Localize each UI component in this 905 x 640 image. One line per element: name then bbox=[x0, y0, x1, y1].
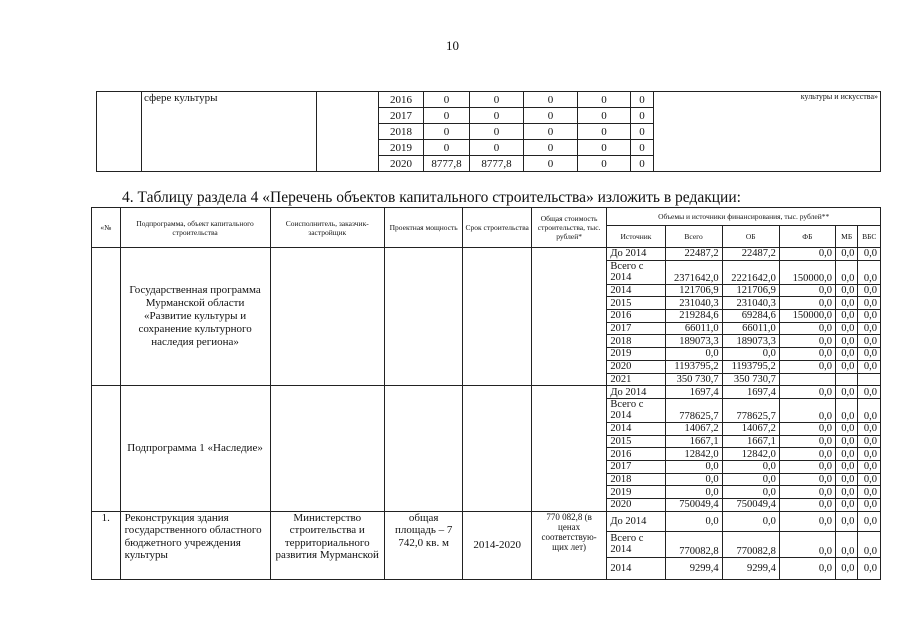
source-cell: 2017 bbox=[607, 460, 665, 473]
mb-cell: 0,0 bbox=[835, 557, 857, 579]
value-cell: 0 bbox=[470, 140, 524, 156]
value-cell: 0 bbox=[470, 124, 524, 140]
term-cell bbox=[463, 248, 531, 386]
source-cell: Всего с 2014 bbox=[607, 260, 665, 284]
value-cell: 0 bbox=[631, 92, 654, 108]
source-cell: Всего с 2014 bbox=[607, 398, 665, 422]
value-cell: 0 bbox=[424, 108, 470, 124]
vbs-cell: 0,0 bbox=[858, 511, 881, 531]
source-cell: Всего с 2014 bbox=[607, 531, 665, 557]
total-cell: 0,0 bbox=[665, 348, 722, 361]
total-cell: 189073,3 bbox=[665, 335, 722, 348]
fb-cell: 0,0 bbox=[779, 531, 835, 557]
value-cell: 8777,8 bbox=[470, 156, 524, 172]
value-cell: 0 bbox=[524, 92, 578, 108]
source-cell: 2017 bbox=[607, 322, 665, 335]
source-cell: 2019 bbox=[607, 486, 665, 499]
ob-cell: 0,0 bbox=[722, 511, 779, 531]
value-cell: 0 bbox=[424, 140, 470, 156]
ob-cell: 231040,3 bbox=[722, 297, 779, 310]
value-cell: 0 bbox=[631, 124, 654, 140]
year-cell: 2018 bbox=[379, 124, 424, 140]
year-cell: 2017 bbox=[379, 108, 424, 124]
fb-cell: 0,0 bbox=[779, 284, 835, 297]
total-cell: 12842,0 bbox=[665, 448, 722, 461]
fb-cell: 150000,0 bbox=[779, 310, 835, 323]
total-cell: 14067,2 bbox=[665, 422, 722, 435]
vbs-cell: 0,0 bbox=[858, 260, 881, 284]
source-cell: 2015 bbox=[607, 297, 665, 310]
fb-cell: 0,0 bbox=[779, 511, 835, 531]
value-cell: 8777,8 bbox=[424, 156, 470, 172]
total-cell: 770082,8 bbox=[665, 531, 722, 557]
mb-cell: 0,0 bbox=[835, 297, 857, 310]
vbs-cell: 0,0 bbox=[858, 335, 881, 348]
vbs-cell: 0,0 bbox=[858, 284, 881, 297]
source-cell: 2019 bbox=[607, 348, 665, 361]
header-capacity: Проектная мощность bbox=[384, 208, 463, 248]
total-cell: 66011,0 bbox=[665, 322, 722, 335]
source-cell: До 2014 bbox=[607, 386, 665, 399]
term-cell bbox=[463, 386, 531, 512]
source-cell: 2014 bbox=[607, 284, 665, 297]
fb-cell: 0,0 bbox=[779, 335, 835, 348]
cost-cell bbox=[531, 248, 607, 386]
vbs-cell: 0,0 bbox=[858, 460, 881, 473]
total-cell: 2371642,0 bbox=[665, 260, 722, 284]
vbs-cell: 0,0 bbox=[858, 531, 881, 557]
table-row bbox=[92, 248, 881, 261]
fb-cell: 0,0 bbox=[779, 448, 835, 461]
vbs-cell: 0,0 bbox=[858, 486, 881, 499]
source-cell: До 2014 bbox=[607, 511, 665, 531]
ob-cell: 189073,3 bbox=[722, 335, 779, 348]
mb-cell bbox=[835, 373, 857, 386]
table-row bbox=[97, 92, 881, 108]
header-volumes: Объемы и источники финансирования, тыс. рублей** bbox=[607, 208, 881, 226]
source-cell: 2016 bbox=[607, 310, 665, 323]
fb-cell: 0,0 bbox=[779, 248, 835, 261]
value-cell: 0 bbox=[578, 92, 631, 108]
mb-cell: 0,0 bbox=[835, 486, 857, 499]
program-name: Государственная программа Мурманской области «Развитие культуры и сохранение культурного наследия региона» bbox=[120, 248, 270, 386]
ob-cell: 0,0 bbox=[722, 486, 779, 499]
fb-cell: 0,0 bbox=[779, 435, 835, 448]
total-cell: 9299,4 bbox=[665, 557, 722, 579]
fb-cell: 0,0 bbox=[779, 473, 835, 486]
vbs-cell: 0,0 bbox=[858, 248, 881, 261]
program-name: Подпрограмма 1 «Наследие» bbox=[120, 386, 270, 512]
total-cell: 231040,3 bbox=[665, 297, 722, 310]
ob-cell: 0,0 bbox=[722, 460, 779, 473]
ob-cell: 121706,9 bbox=[722, 284, 779, 297]
total-cell: 0,0 bbox=[665, 486, 722, 499]
value-cell: 0 bbox=[524, 108, 578, 124]
value-cell: 0 bbox=[578, 156, 631, 172]
right-note: культуры и искусства» bbox=[654, 92, 881, 172]
source-cell: 2020 bbox=[607, 360, 665, 373]
vbs-cell: 0,0 bbox=[858, 448, 881, 461]
mb-cell: 0,0 bbox=[835, 310, 857, 323]
ob-cell: 778625,7 bbox=[722, 398, 779, 422]
previous-table-fragment bbox=[96, 91, 881, 172]
fb-cell: 0,0 bbox=[779, 348, 835, 361]
section-heading: 4. Таблицу раздела 4 «Перечень объектов капитального строительства» изложить в редакции: bbox=[122, 189, 741, 206]
fb-cell: 0,0 bbox=[779, 398, 835, 422]
header-cost: Общая стоимость строительства, тыс. рублей* bbox=[531, 208, 607, 248]
value-cell: 0 bbox=[524, 156, 578, 172]
ob-cell: 0,0 bbox=[722, 473, 779, 486]
mb-cell: 0,0 bbox=[835, 473, 857, 486]
page-number: 10 bbox=[446, 38, 459, 53]
total-cell: 0,0 bbox=[665, 511, 722, 531]
ob-cell: 22487,2 bbox=[722, 248, 779, 261]
mb-cell: 0,0 bbox=[835, 499, 857, 512]
capacity-cell bbox=[384, 386, 463, 512]
ob-cell: 1667,1 bbox=[722, 435, 779, 448]
source-cell: 2020 bbox=[607, 499, 665, 512]
header-vbs: ВБС bbox=[858, 226, 881, 248]
value-cell: 0 bbox=[424, 92, 470, 108]
vbs-cell bbox=[858, 373, 881, 386]
year-cell: 2020 bbox=[379, 156, 424, 172]
cost-cell bbox=[531, 386, 607, 512]
value-cell: 0 bbox=[578, 140, 631, 156]
value-cell: 0 bbox=[524, 124, 578, 140]
ob-cell: 350 730,7 bbox=[722, 373, 779, 386]
vbs-cell: 0,0 bbox=[858, 348, 881, 361]
source-cell: 2014 bbox=[607, 557, 665, 579]
ob-cell: 12842,0 bbox=[722, 448, 779, 461]
vbs-cell: 0,0 bbox=[858, 297, 881, 310]
mb-cell: 0,0 bbox=[835, 248, 857, 261]
total-cell: 778625,7 bbox=[665, 398, 722, 422]
ob-cell: 2221642,0 bbox=[722, 260, 779, 284]
total-cell: 219284,6 bbox=[665, 310, 722, 323]
total-cell: 1193795,2 bbox=[665, 360, 722, 373]
vbs-cell: 0,0 bbox=[858, 398, 881, 422]
value-cell: 0 bbox=[524, 140, 578, 156]
vbs-cell: 0,0 bbox=[858, 557, 881, 579]
mb-cell: 0,0 bbox=[835, 435, 857, 448]
value-cell: 0 bbox=[631, 108, 654, 124]
mb-cell: 0,0 bbox=[835, 348, 857, 361]
value-cell: 0 bbox=[578, 108, 631, 124]
vbs-cell: 0,0 bbox=[858, 360, 881, 373]
row-num-cell bbox=[92, 248, 121, 386]
mb-cell: 0,0 bbox=[835, 531, 857, 557]
ob-cell: 69284,6 bbox=[722, 310, 779, 323]
capacity-cell bbox=[384, 248, 463, 386]
fb-cell: 0,0 bbox=[779, 386, 835, 399]
total-cell: 1697,4 bbox=[665, 386, 722, 399]
table-row bbox=[92, 386, 881, 399]
object-cost: 770 082,8 (в ценах соответствую-щих лет) bbox=[531, 511, 607, 579]
ob-cell: 66011,0 bbox=[722, 322, 779, 335]
value-cell: 0 bbox=[470, 92, 524, 108]
vbs-cell: 0,0 bbox=[858, 499, 881, 512]
fb-cell: 0,0 bbox=[779, 360, 835, 373]
vbs-cell: 0,0 bbox=[858, 422, 881, 435]
executor-cell bbox=[317, 92, 379, 172]
source-cell: До 2014 bbox=[607, 248, 665, 261]
vbs-cell: 0,0 bbox=[858, 435, 881, 448]
object-number: 1. bbox=[92, 511, 121, 579]
mb-cell: 0,0 bbox=[835, 284, 857, 297]
capital-construction-table bbox=[91, 207, 881, 580]
row-num-cell bbox=[92, 386, 121, 512]
source-cell: 2018 bbox=[607, 473, 665, 486]
ob-cell: 9299,4 bbox=[722, 557, 779, 579]
vbs-cell: 0,0 bbox=[858, 322, 881, 335]
ob-cell: 770082,8 bbox=[722, 531, 779, 557]
source-cell: 2021 bbox=[607, 373, 665, 386]
source-cell: 2015 bbox=[607, 435, 665, 448]
header-total: Всего bbox=[665, 226, 722, 248]
row-label: сфере культуры bbox=[142, 92, 317, 172]
table-row bbox=[92, 511, 881, 531]
fb-cell: 0,0 bbox=[779, 322, 835, 335]
object-name: Реконструкция здания государственного областного бюджетного учреждения культуры bbox=[120, 511, 270, 579]
ob-cell: 750049,4 bbox=[722, 499, 779, 512]
ob-cell: 14067,2 bbox=[722, 422, 779, 435]
mb-cell: 0,0 bbox=[835, 386, 857, 399]
fb-cell: 0,0 bbox=[779, 297, 835, 310]
mb-cell: 0,0 bbox=[835, 335, 857, 348]
fb-cell: 0,0 bbox=[779, 486, 835, 499]
source-cell: 2018 bbox=[607, 335, 665, 348]
fb-cell: 0,0 bbox=[779, 557, 835, 579]
header-source: Источник bbox=[607, 226, 665, 248]
header-term: Срок строительства bbox=[463, 208, 531, 248]
value-cell: 0 bbox=[470, 108, 524, 124]
fb-cell: 150000,0 bbox=[779, 260, 835, 284]
mb-cell: 0,0 bbox=[835, 422, 857, 435]
total-cell: 350 730,7 bbox=[665, 373, 722, 386]
year-cell: 2019 bbox=[379, 140, 424, 156]
total-cell: 0,0 bbox=[665, 473, 722, 486]
mb-cell: 0,0 bbox=[835, 448, 857, 461]
total-cell: 1667,1 bbox=[665, 435, 722, 448]
year-cell: 2016 bbox=[379, 92, 424, 108]
header-fb: ФБ bbox=[779, 226, 835, 248]
source-cell: 2016 bbox=[607, 448, 665, 461]
mb-cell: 0,0 bbox=[835, 260, 857, 284]
total-cell: 750049,4 bbox=[665, 499, 722, 512]
object-term: 2014-2020 bbox=[463, 511, 531, 579]
mb-cell: 0,0 bbox=[835, 360, 857, 373]
total-cell: 22487,2 bbox=[665, 248, 722, 261]
header-subprogram: Подпрограмма, объект капитального строительства bbox=[120, 208, 270, 248]
value-cell: 0 bbox=[578, 124, 631, 140]
header-mb: МБ bbox=[835, 226, 857, 248]
value-cell: 0 bbox=[424, 124, 470, 140]
fb-cell: 0,0 bbox=[779, 460, 835, 473]
fb-cell: 0,0 bbox=[779, 422, 835, 435]
mb-cell: 0,0 bbox=[835, 398, 857, 422]
executor-cell bbox=[270, 386, 384, 512]
vbs-cell: 0,0 bbox=[858, 386, 881, 399]
vbs-cell: 0,0 bbox=[858, 473, 881, 486]
object-executor: Министерство строительства и территориального развития Мурманской bbox=[270, 511, 384, 579]
fb-cell bbox=[779, 373, 835, 386]
value-cell: 0 bbox=[631, 156, 654, 172]
total-cell: 121706,9 bbox=[665, 284, 722, 297]
fb-cell: 0,0 bbox=[779, 499, 835, 512]
ob-cell: 1193795,2 bbox=[722, 360, 779, 373]
ob-cell: 0,0 bbox=[722, 348, 779, 361]
source-cell: 2014 bbox=[607, 422, 665, 435]
header-executor: Соисполнитель, заказчик-застройщик bbox=[270, 208, 384, 248]
mb-cell: 0,0 bbox=[835, 460, 857, 473]
header-ob: ОБ bbox=[722, 226, 779, 248]
total-cell: 0,0 bbox=[665, 460, 722, 473]
vbs-cell: 0,0 bbox=[858, 310, 881, 323]
header-num: «№ bbox=[92, 208, 121, 248]
object-capacity: общая площадь – 7 742,0 кв. м bbox=[384, 511, 463, 579]
mb-cell: 0,0 bbox=[835, 511, 857, 531]
value-cell: 0 bbox=[631, 140, 654, 156]
executor-cell bbox=[270, 248, 384, 386]
row-num-cell bbox=[97, 92, 142, 172]
ob-cell: 1697,4 bbox=[722, 386, 779, 399]
mb-cell: 0,0 bbox=[835, 322, 857, 335]
